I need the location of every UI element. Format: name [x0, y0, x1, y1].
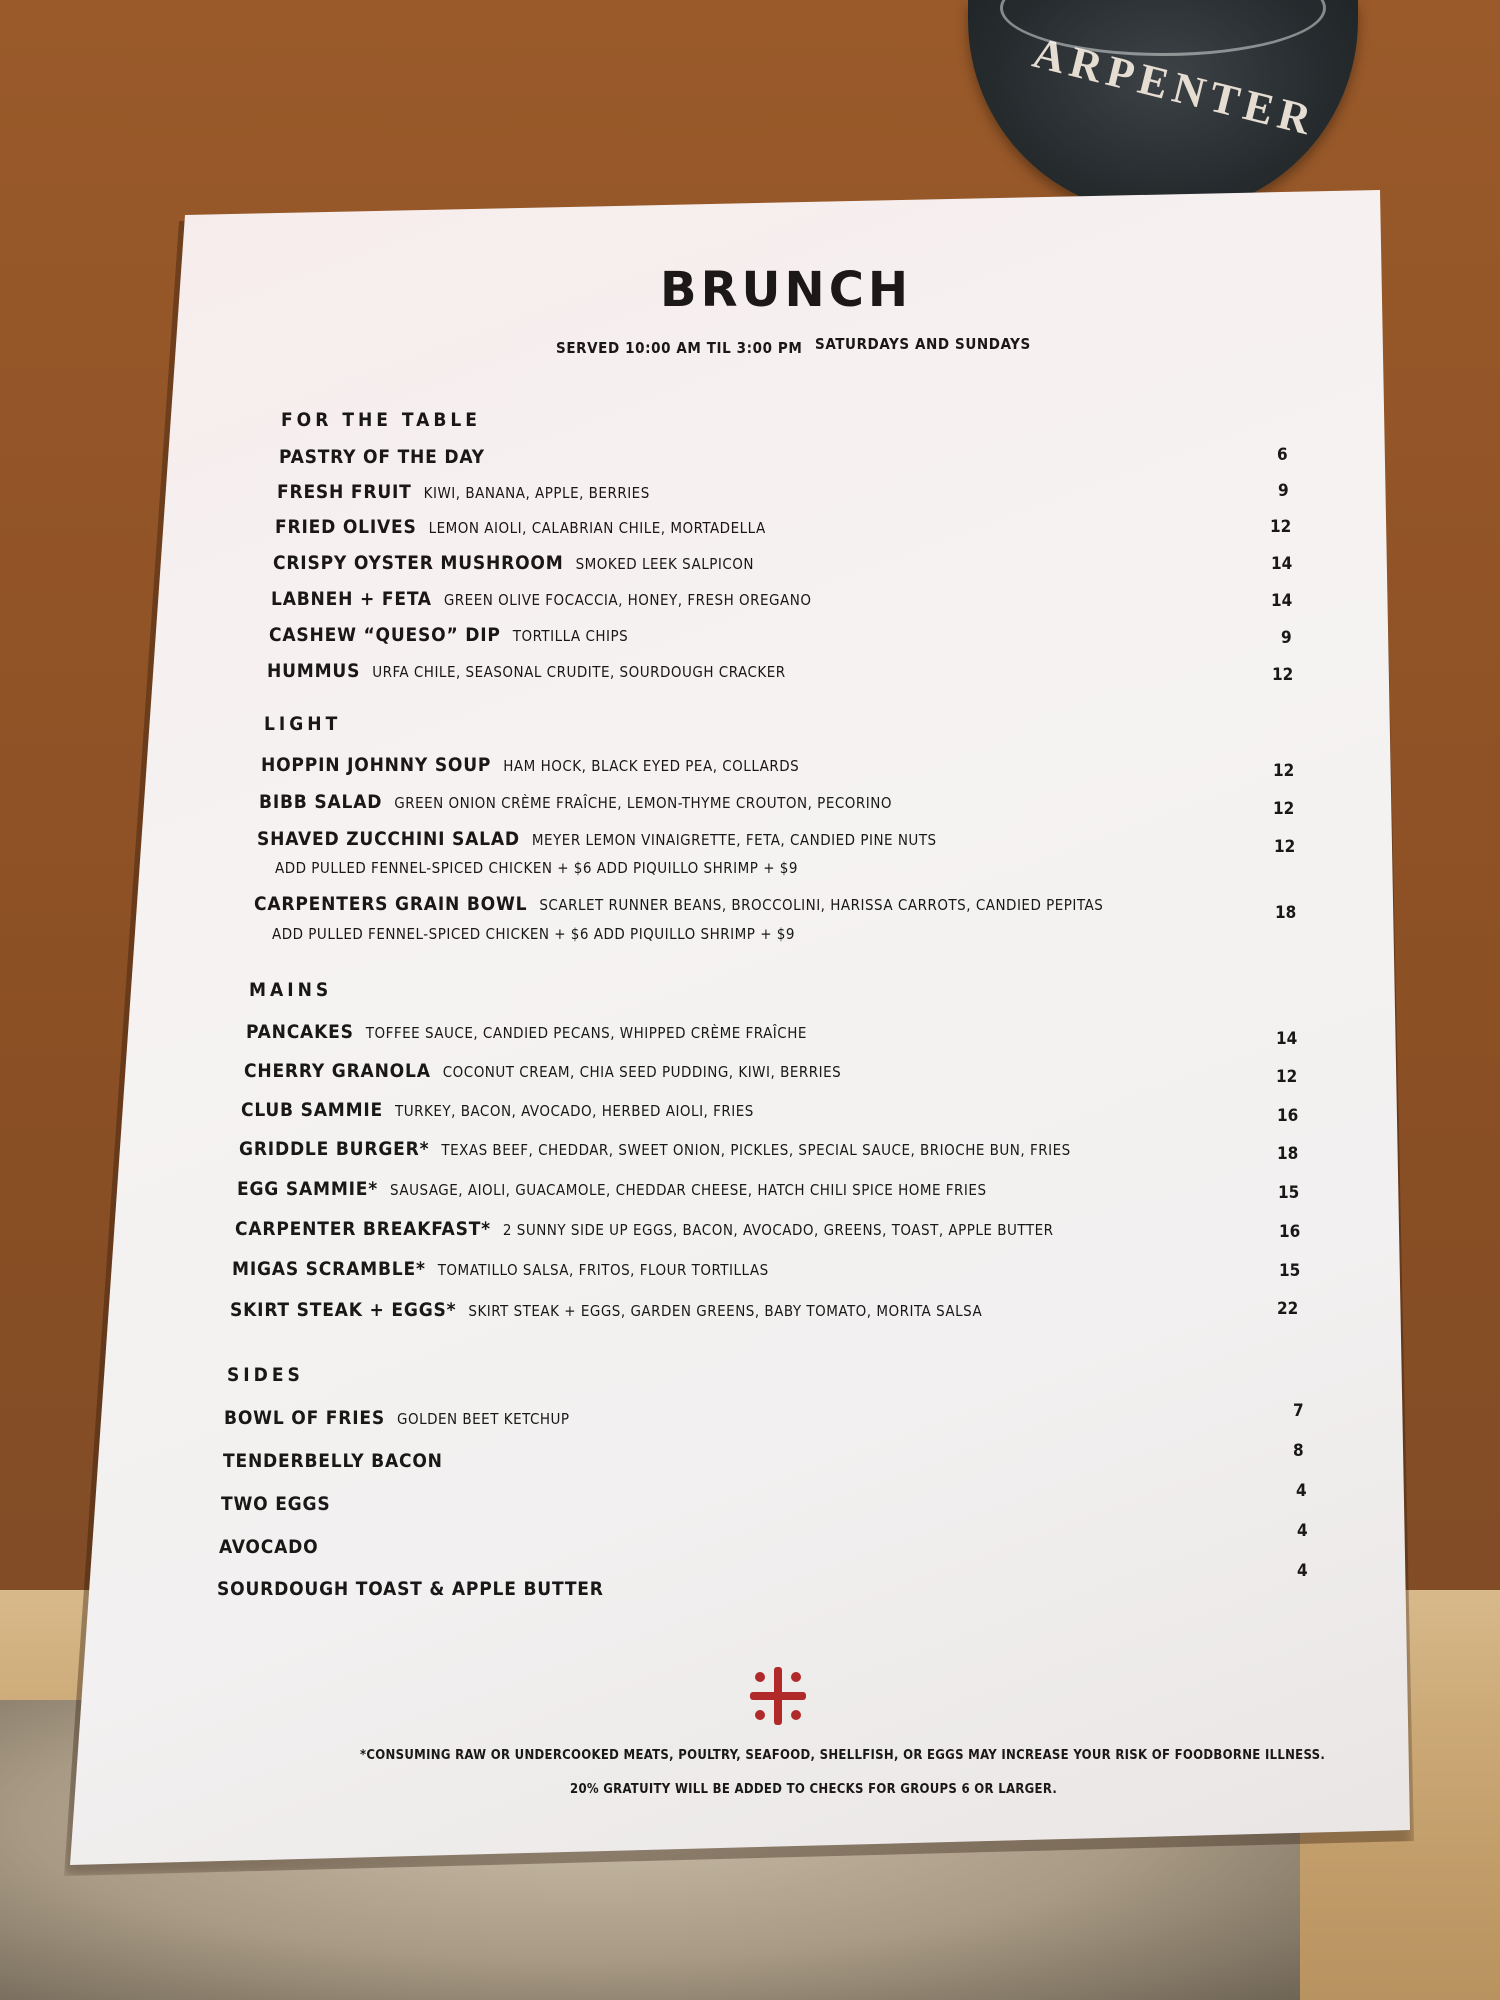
item-name: CARPENTER BREAKFAST* — [235, 1218, 491, 1240]
item-desc: 2 SUNNY SIDE UP EGGS, BACON, AVOCADO, GREENS, TOAST, APPLE BUTTER — [502, 1221, 1054, 1239]
menu-item — [221, 1493, 330, 1515]
coaster-lettering: ARPENTER — [1028, 27, 1322, 146]
item-name: TWO EGGS — [221, 1493, 331, 1515]
item-desc: KIWI, BANANA, APPLE, BERRIES — [423, 484, 650, 502]
item-desc: SAUSAGE, AIOLI, GUACAMOLE, CHEDDAR CHEESE, HATCH CHILI SPICE HOME FRIES — [390, 1181, 987, 1199]
item-price: 7 — [1293, 1401, 1304, 1421]
item-price: 12 — [1270, 517, 1292, 537]
item-desc: COCONUT CREAM, CHIA SEED PUDDING, KIWI, BERRIES — [442, 1063, 842, 1081]
item-price: 9 — [1278, 481, 1289, 501]
item-desc: TOMATILLO SALSA, FRITOS, FLOUR TORTILLAS — [437, 1261, 769, 1279]
item-price: 12 — [1276, 1067, 1298, 1087]
item-name: LABNEH + FETA — [271, 588, 432, 610]
menu-item — [246, 1021, 807, 1043]
item-desc: TOFFEE SAUCE, CANDIED PECANS, WHIPPED CRÈME FRAÎCHE — [365, 1024, 807, 1042]
menu-item — [244, 1060, 841, 1082]
item-price: 12 — [1273, 761, 1295, 781]
menu-item — [235, 1218, 1053, 1240]
item-desc: SKIRT STEAK + EGGS, GARDEN GREENS, BABY TOMATO, MORITA SALSA — [468, 1302, 983, 1320]
item-price: 16 — [1277, 1106, 1299, 1126]
item-addon: ADD PULLED FENNEL-SPICED CHICKEN + $6 ADD PIQUILLO SHRIMP + $9 — [275, 859, 798, 877]
menu-item — [239, 1138, 1071, 1160]
item-desc: MEYER LEMON VINAIGRETTE, FETA, CANDIED PINE NUTS — [531, 831, 937, 849]
menu-item — [241, 1099, 754, 1121]
menu-title: BRUNCH — [660, 262, 913, 318]
menu-item — [219, 1536, 318, 1558]
item-name: HOPPIN JOHNNY SOUP — [261, 754, 492, 776]
item-name: BOWL OF FRIES — [224, 1407, 385, 1429]
section-heading-light: LIGHT — [264, 713, 342, 735]
menu-item — [269, 624, 628, 646]
item-price: 15 — [1278, 1183, 1300, 1203]
item-price: 8 — [1293, 1441, 1304, 1461]
menu-item — [237, 1178, 987, 1200]
menu-item — [273, 552, 754, 574]
item-name: GRIDDLE BURGER* — [239, 1138, 430, 1160]
menu-item — [224, 1407, 570, 1429]
menu-item — [254, 893, 1103, 915]
menu-item — [217, 1578, 604, 1600]
menu-item — [223, 1450, 443, 1472]
item-name: MIGAS SCRAMBLE* — [232, 1258, 426, 1280]
menu-item — [261, 754, 799, 776]
gratuity-notice: 20% GRATUITY WILL BE ADDED TO CHECKS FOR GROUPS 6 OR LARGER. — [570, 1782, 1058, 1797]
item-name: FRIED OLIVES — [275, 516, 417, 538]
item-price: 6 — [1277, 445, 1288, 465]
item-desc: GREEN OLIVE FOCACCIA, HONEY, FRESH OREGANO — [443, 591, 812, 609]
item-price: 18 — [1275, 903, 1297, 923]
restaurant-logo-icon — [748, 1665, 808, 1727]
item-name: SHAVED ZUCCHINI SALAD — [257, 828, 520, 850]
item-price: 14 — [1276, 1029, 1298, 1049]
item-desc: URFA CHILE, SEASONAL CRUDITE, SOURDOUGH CRACKER — [372, 663, 786, 681]
item-price: 12 — [1272, 665, 1294, 685]
item-price: 12 — [1273, 799, 1295, 819]
served-days: SATURDAYS AND SUNDAYS — [815, 335, 1031, 353]
item-price: 15 — [1279, 1261, 1301, 1281]
item-name: BIBB SALAD — [259, 791, 383, 813]
item-desc: TORTILLA CHIPS — [512, 627, 629, 645]
item-price: 18 — [1277, 1144, 1299, 1164]
item-name: EGG SAMMIE* — [237, 1178, 379, 1200]
item-desc: TURKEY, BACON, AVOCADO, HERBED AIOLI, FRIES — [395, 1102, 754, 1120]
menu-item — [232, 1258, 769, 1280]
section-heading-for-the-table: FOR THE TABLE — [281, 409, 481, 431]
menu-item — [275, 516, 766, 538]
section-heading-mains: MAINS — [249, 979, 333, 1001]
item-name: CARPENTERS GRAIN BOWL — [254, 893, 528, 915]
item-name: CASHEW “QUESO” DIP — [269, 624, 501, 646]
item-name: CLUB SAMMIE — [241, 1099, 384, 1121]
item-name: AVOCADO — [219, 1536, 319, 1558]
item-price: 22 — [1277, 1299, 1299, 1319]
item-price: 14 — [1271, 591, 1293, 611]
item-name: SKIRT STEAK + EGGS* — [230, 1299, 457, 1321]
section-heading-sides: SIDES — [227, 1364, 304, 1386]
item-price: 4 — [1297, 1561, 1308, 1581]
item-addon: ADD PULLED FENNEL-SPICED CHICKEN + $6 ADD PIQUILLO SHRIMP + $9 — [272, 925, 795, 943]
item-name: SOURDOUGH TOAST & APPLE BUTTER — [217, 1578, 604, 1600]
menu-item — [271, 588, 811, 610]
menu-item — [230, 1299, 982, 1321]
item-desc: SMOKED LEEK SALPICON — [575, 555, 754, 573]
foodborne-illness-notice: *CONSUMING RAW OR UNDERCOOKED MEATS, POULTRY, SEAFOOD, SHELLFISH, OR EGGS MAY INCREASE YOUR RISK OF FOODBORNE ILLNESS. — [360, 1748, 1326, 1763]
item-desc: GOLDEN BEET KETCHUP — [397, 1410, 570, 1428]
item-price: 4 — [1296, 1481, 1307, 1501]
menu-item — [257, 828, 937, 850]
item-desc: TEXAS BEEF, CHEDDAR, SWEET ONION, PICKLES, SPECIAL SAUCE, BRIOCHE BUN, FRIES — [441, 1141, 1071, 1159]
menu-item — [259, 791, 892, 813]
menu-item — [267, 660, 786, 682]
item-name: HUMMUS — [267, 660, 361, 682]
item-price: 16 — [1279, 1222, 1301, 1242]
menu-item — [277, 481, 650, 503]
item-name: FRESH FRUIT — [277, 481, 412, 503]
item-price: 4 — [1297, 1521, 1308, 1541]
item-price: 12 — [1274, 837, 1296, 857]
item-desc: GREEN ONION CRÈME FRAÎCHE, LEMON-THYME CROUTON, PECORINO — [394, 794, 892, 812]
served-hours: SERVED 10:00 AM TIL 3:00 PM — [556, 339, 803, 357]
item-desc: SCARLET RUNNER BEANS, BROCCOLINI, HARISSA CARROTS, CANDIED PEPITAS — [539, 896, 1104, 914]
item-desc: HAM HOCK, BLACK EYED PEA, COLLARDS — [503, 757, 800, 775]
menu-item — [279, 446, 485, 468]
item-name: CHERRY GRANOLA — [244, 1060, 431, 1082]
item-price: 9 — [1281, 628, 1292, 648]
item-name: PASTRY OF THE DAY — [279, 446, 485, 468]
item-name: PANCAKES — [246, 1021, 354, 1043]
item-desc: LEMON AIOLI, CALABRIAN CHILE, MORTADELLA — [428, 519, 766, 537]
item-name: TENDERBELLY BACON — [223, 1450, 443, 1472]
item-name: CRISPY OYSTER MUSHROOM — [273, 552, 564, 574]
item-price: 14 — [1271, 554, 1293, 574]
